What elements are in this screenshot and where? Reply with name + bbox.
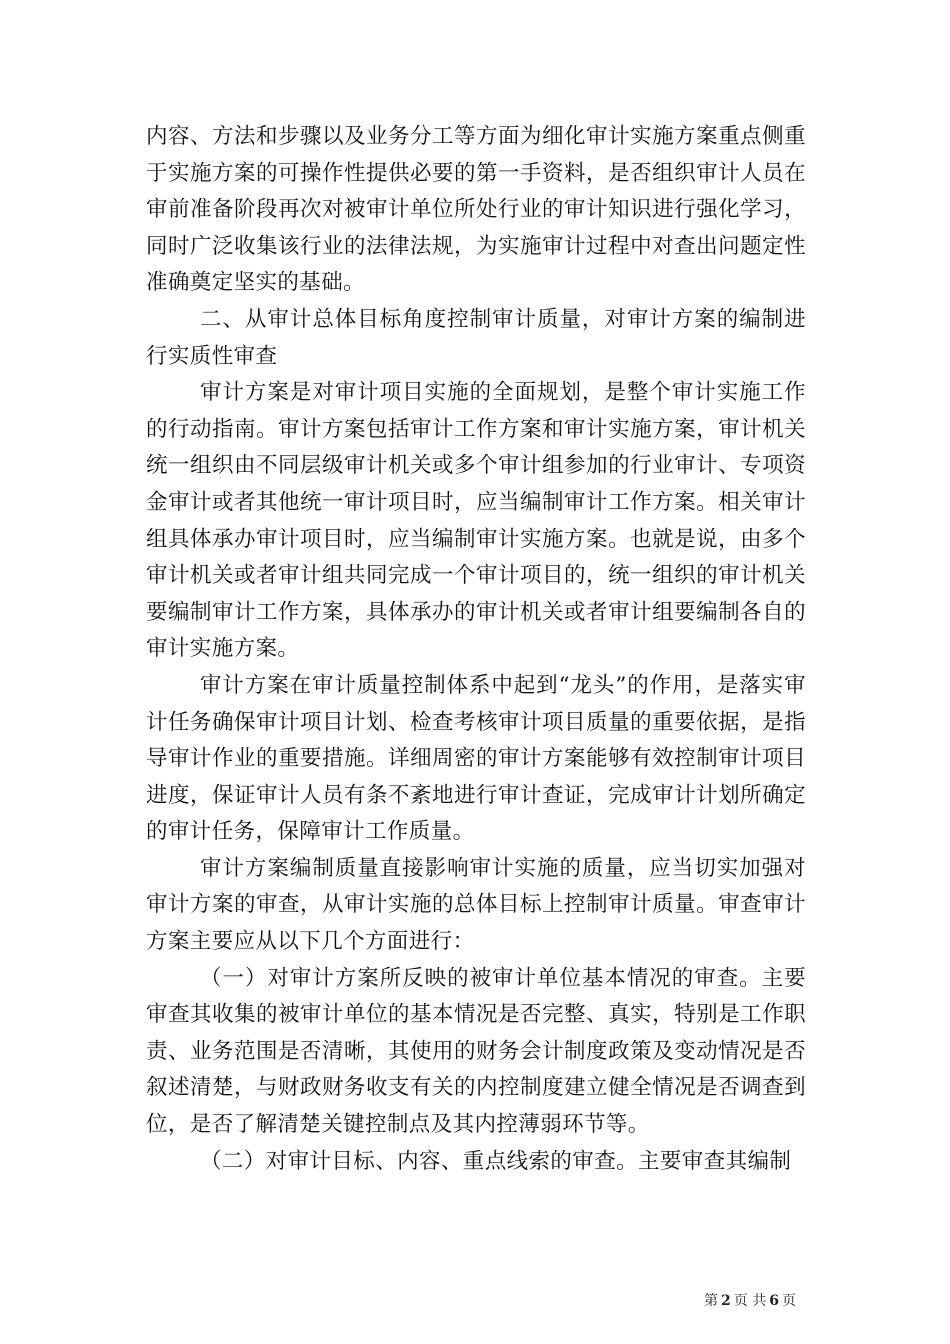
paragraph-5: 审计方案编制质量直接影响审计实施的质量，应当切实加强对审计方案的审查，从审计实施的总体目标上控制审计质量。审查审计方案主要应从以下几个方面进行： bbox=[146, 855, 806, 955]
page-number-footer bbox=[704, 1290, 796, 1310]
paragraph-7: （二）对审计目标、内容、重点线索的审查。主要审查其编制 bbox=[200, 1148, 792, 1174]
footer-prefix: 第 bbox=[704, 1293, 718, 1309]
footer-suffix: 页 bbox=[781, 1293, 796, 1309]
paragraph-3: 审计方案是对审计项目实施的全面规划，是整个审计实施工作的行动指南。审计方案包括审计工作方案和审计实施方案，审计机关统一组织由不同层级审计机关或多个审计组参加的行业审计、专项资金审计或者其他统一审计项目时，应当编制审计工作方案。相关审计组具体承办审计项目时，应当编制审计实施方案。也就是说，由多个审计机关或者审计组共同完成一个审计项目的，统一组织的审计机关要编制审计工作方案，具体承办的审计机关或者审计组要编制各自的审计实施方案。 bbox=[146, 380, 806, 662]
total-page-number: 6 bbox=[769, 1293, 779, 1309]
current-page-number: 2 bbox=[721, 1293, 731, 1309]
section-heading-2: 二、从审计总体目标角度控制审计质量，对审计方案的编制进行实质性审查 bbox=[146, 306, 806, 369]
footer-middle: 页 共 bbox=[733, 1293, 767, 1309]
paragraph-6: （一）对审计方案所反映的被审计单位基本情况的审查。主要审查其收集的被审计单位的基本情况是否完整、真实，特别是工作职责、业务范围是否清晰，其使用的财务会计制度政策及变动情况是否叙述清楚，与财政财务收支有关的内控制度建立健全情况是否调查到位，是否了解清楚关键控制点及其内控薄弱环节等。 bbox=[146, 965, 806, 1138]
paragraph-4: 审计方案在审计质量控制体系中起到“龙头”的作用，是落实审计任务确保审计项目计划、检查考核审计项目质量的重要依据，是指导审计作业的重要措施。详细周密的审计方案能够有效控制审计项目进度，保证审计人员有条不紊地进行审计查证，完成审计计划所确定的审计任务，保障审计工作质量。 bbox=[146, 672, 806, 845]
body-text bbox=[146, 119, 806, 1180]
paragraph-1: 内容、方法和步骤以及业务分工等方面为细化审计实施方案重点侧重于实施方案的可操作性提供必要的第一手资料，是否组织审计人员在审前准备阶段再次对被审计单位所处行业的审计知识进行强化学习，同时广泛收集该行业的法律法规，为实施审计过程中对查出问题定性准确奠定坚实的基础。 bbox=[146, 124, 806, 296]
